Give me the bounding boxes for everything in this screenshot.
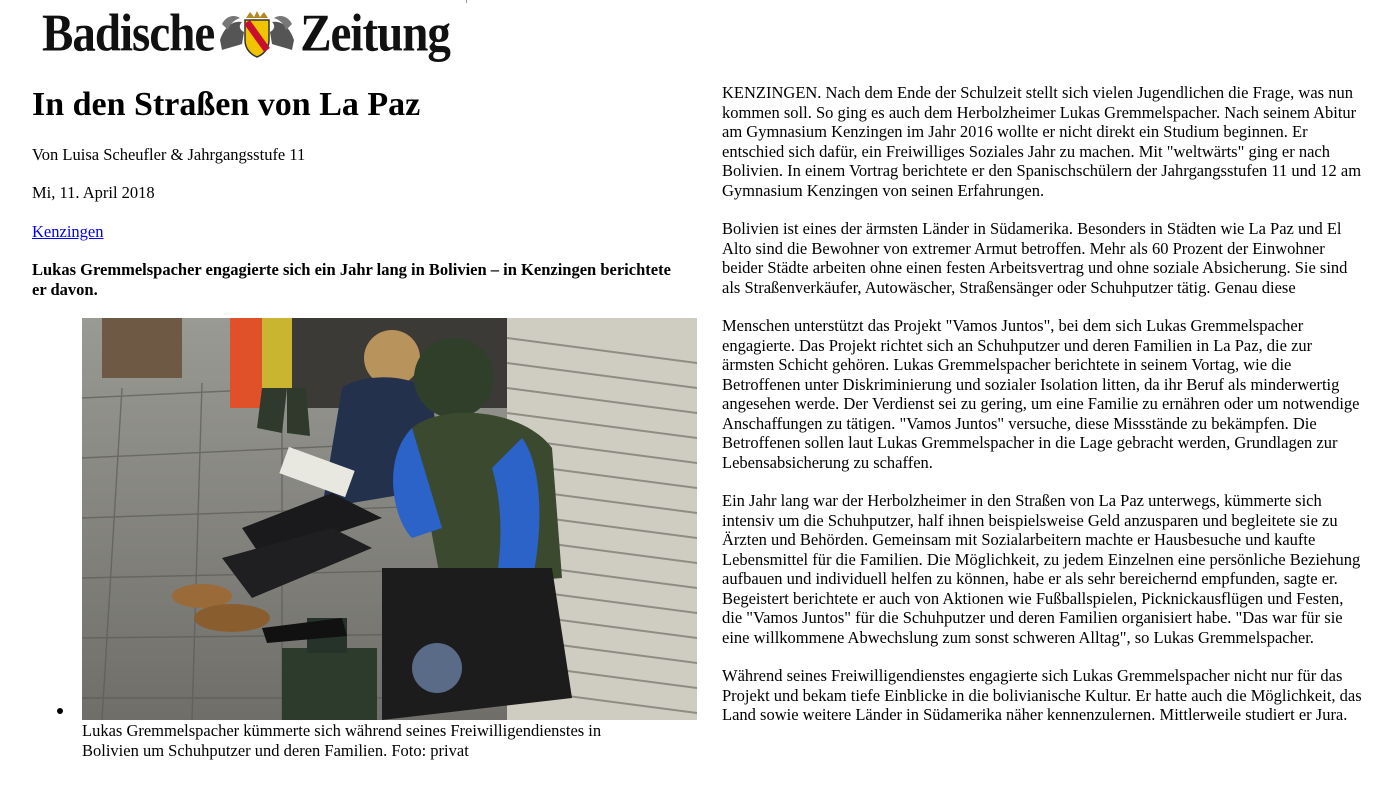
- article-paragraph-3: Menschen unterstützt das Projekt "Vamos Juntos", bei dem sich Lukas Gremmelspacher engagierte. Das Projekt richtet sich an Schuhputzer und deren Familien in La Paz, die zur ärmsten Schicht gehören. Lukas Gremmelspacher berichtete in seinem Vortag, wie die Betroffenen unter Diskriminierung und sozialer Isolation litten, da ihr Beruf als minderwertig angesehen werde. Der Verdienst sei zu gering, um eine Familie zu ernähren oder um notwendige Anschaffungen zu tätigen. "Vamos Juntos" versuche, diese Missstände zu bekämpfen. Die Betroffenen sollen laut Lukas Gremmelspacher in die Lage gebracht werden, Grundlagen zur Lebensabsicherung zu schaffen.: [722, 316, 1360, 472]
- masthead-word-left: Badische: [42, 4, 215, 63]
- article-paragraph-1: KENZINGEN. Nach dem Ende der Schulzeit stellt sich vielen Jugendlichen die Frage, was nun kommen soll. So ging es auch dem Herbolzheimer Lukas Gremmelspacher. Nach seinem Abitur am Gymnasium Kenzingen im Jahr 2016 wollte er nicht direkt ein Studium beginnen. Er entschied sich dafür, ein Freiwilliges Soziales Jahr zu machen. Mit "weltwärts" ging er nach Bolivien. In einem Vortrag berichtete er den Spanischschülern der Jahrgangsstufen 11 und 12 am Gymnasium Kenzingen von seinen Erfahrungen.: [722, 83, 1362, 200]
- coat-of-arms-icon: [218, 10, 296, 58]
- article-teaser: Lukas Gremmelspacher engagierte sich ein Jahr lang in Bolivien – in Kenzingen berichtete er davon.: [32, 260, 671, 299]
- top-divider-tick: [466, 0, 467, 3]
- article-byline: Von Luisa Scheufler & Jahrgangsstufe 11: [32, 145, 306, 164]
- article-photo: [82, 318, 697, 720]
- article-paragraph-2: Bolivien ist eines der ärmsten Länder in Südamerika. Besonders in Städten wie La Paz und El Alto sind die Bewohner von extremer Armut betroffen. Mehr als 60 Prozent der Einwohner beider Städte arbeiten ohne einen festen Arbeitsvertrag und ohne soziale Absicherung. Sie sind als Straßenverkäufer, Autowäscher, Straßensänger oder Schuhputzer tätig. Genau diese: [722, 219, 1348, 297]
- masthead-word-right: Zeitung: [300, 4, 450, 63]
- photo-illustration: [82, 318, 697, 720]
- location-link[interactable]: Kenzingen: [32, 222, 104, 241]
- article-title: In den Straßen von La Paz: [32, 86, 421, 123]
- article-paragraph-4: Ein Jahr lang war der Herbolzheimer in den Straßen von La Paz unterwegs, kümmerte sich intensiv um die Schuhputzer, half ihnen beispielsweise Geld anzusparen und begleitete sie zu Ärzten und Behörden. Gemeinsam mit Sozialarbeitern machte er Hausbesuche und kaufte Lebensmittel für die Familien. Die Möglichkeit, zu jedem Einzelnen eine persönliche Beziehung aufbauen und individuell helfen zu können, habe er als sehr bereichernd empfunden, sagte er. Begeistert berichtete er auch von Aktionen wie Fußballspielen, Picknickausflügen und Festen, die "Vamos Juntos" für die Schuhputzer und deren Familien organisiert habe. "Das war für sie eine willkommene Abwechslung zum sonst schweren Alltag", so Lukas Gremmelspacher.: [722, 491, 1361, 647]
- article-paragraph-5: Während seines Freiwilligendienstes engagierte sich Lukas Gremmelspacher nicht nur für das Projekt und bekam tiefe Einblicke in die bolivianische Kultur. Er hatte auch die Möglichkeit, das Land sowie weitere Länder in Südamerika näher kennenzulernen. Mittlerweile studiert er Jura.: [722, 666, 1362, 724]
- article-body: [722, 83, 1367, 744]
- list-bullet: [57, 708, 63, 714]
- article-date: Mi, 11. April 2018: [32, 183, 155, 202]
- image-caption: Lukas Gremmelspacher kümmerte sich während seines Freiwilligendienstes in Bolivien um Schuhputzer und deren Familien. Foto: privat: [82, 721, 602, 760]
- masthead-logo[interactable]: [42, 4, 450, 64]
